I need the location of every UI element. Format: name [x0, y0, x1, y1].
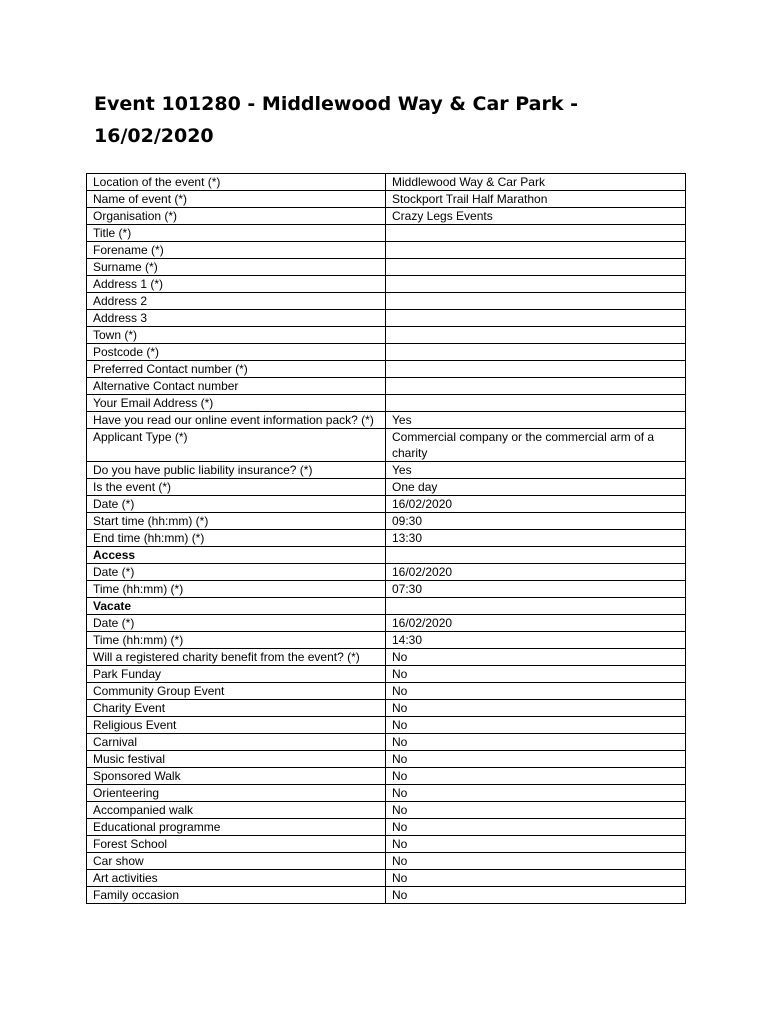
field-value: 16/02/2020 — [386, 496, 686, 513]
table-section-row — [87, 547, 686, 564]
table-row — [87, 649, 686, 666]
table-row — [87, 259, 686, 276]
field-label: Religious Event — [87, 717, 386, 734]
table-row — [87, 310, 686, 327]
table-row — [87, 734, 686, 751]
field-value — [386, 276, 686, 293]
field-label: Organisation (*) — [87, 208, 386, 225]
field-label: Sponsored Walk — [87, 768, 386, 785]
field-value: No — [386, 768, 686, 785]
page-title — [94, 88, 694, 152]
table-row — [87, 615, 686, 632]
field-label: Carnival — [87, 734, 386, 751]
field-label: Car show — [87, 853, 386, 870]
field-value: 14:30 — [386, 632, 686, 649]
table-row — [87, 870, 686, 887]
field-label: Address 2 — [87, 293, 386, 310]
field-value: No — [386, 717, 686, 734]
field-value: No — [386, 683, 686, 700]
field-label: Surname (*) — [87, 259, 386, 276]
table-row — [87, 751, 686, 768]
page-title-line-2: 16/02/2020 — [94, 125, 214, 147]
page-title-line-1: Event 101280 - Middlewood Way & Car Park - — [94, 93, 578, 115]
field-value: 07:30 — [386, 581, 686, 598]
field-value: Yes — [386, 412, 686, 429]
field-label: Name of event (*) — [87, 191, 386, 208]
field-value: Crazy Legs Events — [386, 208, 686, 225]
field-value — [386, 598, 686, 615]
table-row — [87, 768, 686, 785]
table-row — [87, 853, 686, 870]
field-label: Date (*) — [87, 615, 386, 632]
field-value — [386, 293, 686, 310]
field-value: No — [386, 887, 686, 904]
field-value: 16/02/2020 — [386, 615, 686, 632]
field-value — [386, 242, 686, 259]
field-value: 16/02/2020 — [386, 564, 686, 581]
field-value: No — [386, 666, 686, 683]
table-row — [87, 361, 686, 378]
field-value: No — [386, 649, 686, 666]
table-row — [87, 717, 686, 734]
field-label: Orienteering — [87, 785, 386, 802]
field-label: Alternative Contact number — [87, 378, 386, 395]
field-value: No — [386, 785, 686, 802]
field-label: Art activities — [87, 870, 386, 887]
field-label: Time (hh:mm) (*) — [87, 632, 386, 649]
table-row — [87, 378, 686, 395]
field-label: Town (*) — [87, 327, 386, 344]
table-row — [87, 496, 686, 513]
table-row — [87, 632, 686, 649]
table-row — [87, 666, 686, 683]
field-label: Have you read our online event information pack? (*) — [87, 412, 386, 429]
field-label: Title (*) — [87, 225, 386, 242]
field-value: No — [386, 734, 686, 751]
field-label: Park Funday — [87, 666, 386, 683]
event-details-table — [86, 173, 686, 904]
field-label: Forest School — [87, 836, 386, 853]
field-value: One day — [386, 479, 686, 496]
field-label: Start time (hh:mm) (*) — [87, 513, 386, 530]
table-row — [87, 225, 686, 242]
field-value: No — [386, 700, 686, 717]
field-label: Postcode (*) — [87, 344, 386, 361]
table-row — [87, 242, 686, 259]
table-row — [87, 785, 686, 802]
field-value: No — [386, 870, 686, 887]
table-row — [87, 479, 686, 496]
table-section-row — [87, 598, 686, 615]
table-row — [87, 887, 686, 904]
table-row — [87, 327, 686, 344]
field-label: Accompanied walk — [87, 802, 386, 819]
field-label: Will a registered charity benefit from the event? (*) — [87, 649, 386, 666]
field-label: Date (*) — [87, 496, 386, 513]
field-value: No — [386, 853, 686, 870]
field-value: 13:30 — [386, 530, 686, 547]
table-row — [87, 174, 686, 191]
field-value — [386, 361, 686, 378]
field-value: No — [386, 836, 686, 853]
field-label: Access — [87, 547, 386, 564]
field-value — [386, 378, 686, 395]
table-row — [87, 208, 686, 225]
field-label: Your Email Address (*) — [87, 395, 386, 412]
field-value — [386, 225, 686, 242]
event-details-table-body — [87, 174, 686, 904]
field-label: End time (hh:mm) (*) — [87, 530, 386, 547]
field-value: Stockport Trail Half Marathon — [386, 191, 686, 208]
field-label: Address 1 (*) — [87, 276, 386, 293]
table-row — [87, 581, 686, 598]
table-row — [87, 513, 686, 530]
table-row — [87, 412, 686, 429]
field-value: No — [386, 802, 686, 819]
table-row — [87, 293, 686, 310]
field-value — [386, 344, 686, 361]
field-value: Middlewood Way & Car Park — [386, 174, 686, 191]
field-value — [386, 310, 686, 327]
field-label: Preferred Contact number (*) — [87, 361, 386, 378]
field-value — [386, 259, 686, 276]
table-row — [87, 395, 686, 412]
field-label: Do you have public liability insurance? (*) — [87, 462, 386, 479]
field-label: Time (hh:mm) (*) — [87, 581, 386, 598]
field-label: Address 3 — [87, 310, 386, 327]
field-value — [386, 547, 686, 564]
table-row — [87, 564, 686, 581]
field-value: No — [386, 751, 686, 768]
table-row — [87, 819, 686, 836]
table-row — [87, 276, 686, 293]
field-value: 09:30 — [386, 513, 686, 530]
table-row — [87, 700, 686, 717]
field-label: Educational programme — [87, 819, 386, 836]
field-label: Family occasion — [87, 887, 386, 904]
table-row — [87, 191, 686, 208]
field-value: Commercial company or the commercial arm of a charity — [386, 429, 686, 462]
table-row — [87, 344, 686, 361]
field-value: No — [386, 819, 686, 836]
table-row — [87, 429, 686, 462]
field-label: Community Group Event — [87, 683, 386, 700]
field-label: Charity Event — [87, 700, 386, 717]
field-value — [386, 327, 686, 344]
field-label: Date (*) — [87, 564, 386, 581]
field-label: Location of the event (*) — [87, 174, 386, 191]
field-label: Vacate — [87, 598, 386, 615]
table-row — [87, 802, 686, 819]
table-row — [87, 836, 686, 853]
field-label: Forename (*) — [87, 242, 386, 259]
field-label: Is the event (*) — [87, 479, 386, 496]
table-row — [87, 683, 686, 700]
field-value: Yes — [386, 462, 686, 479]
table-row — [87, 530, 686, 547]
field-label: Music festival — [87, 751, 386, 768]
field-value — [386, 395, 686, 412]
field-label: Applicant Type (*) — [87, 429, 386, 462]
table-row — [87, 462, 686, 479]
